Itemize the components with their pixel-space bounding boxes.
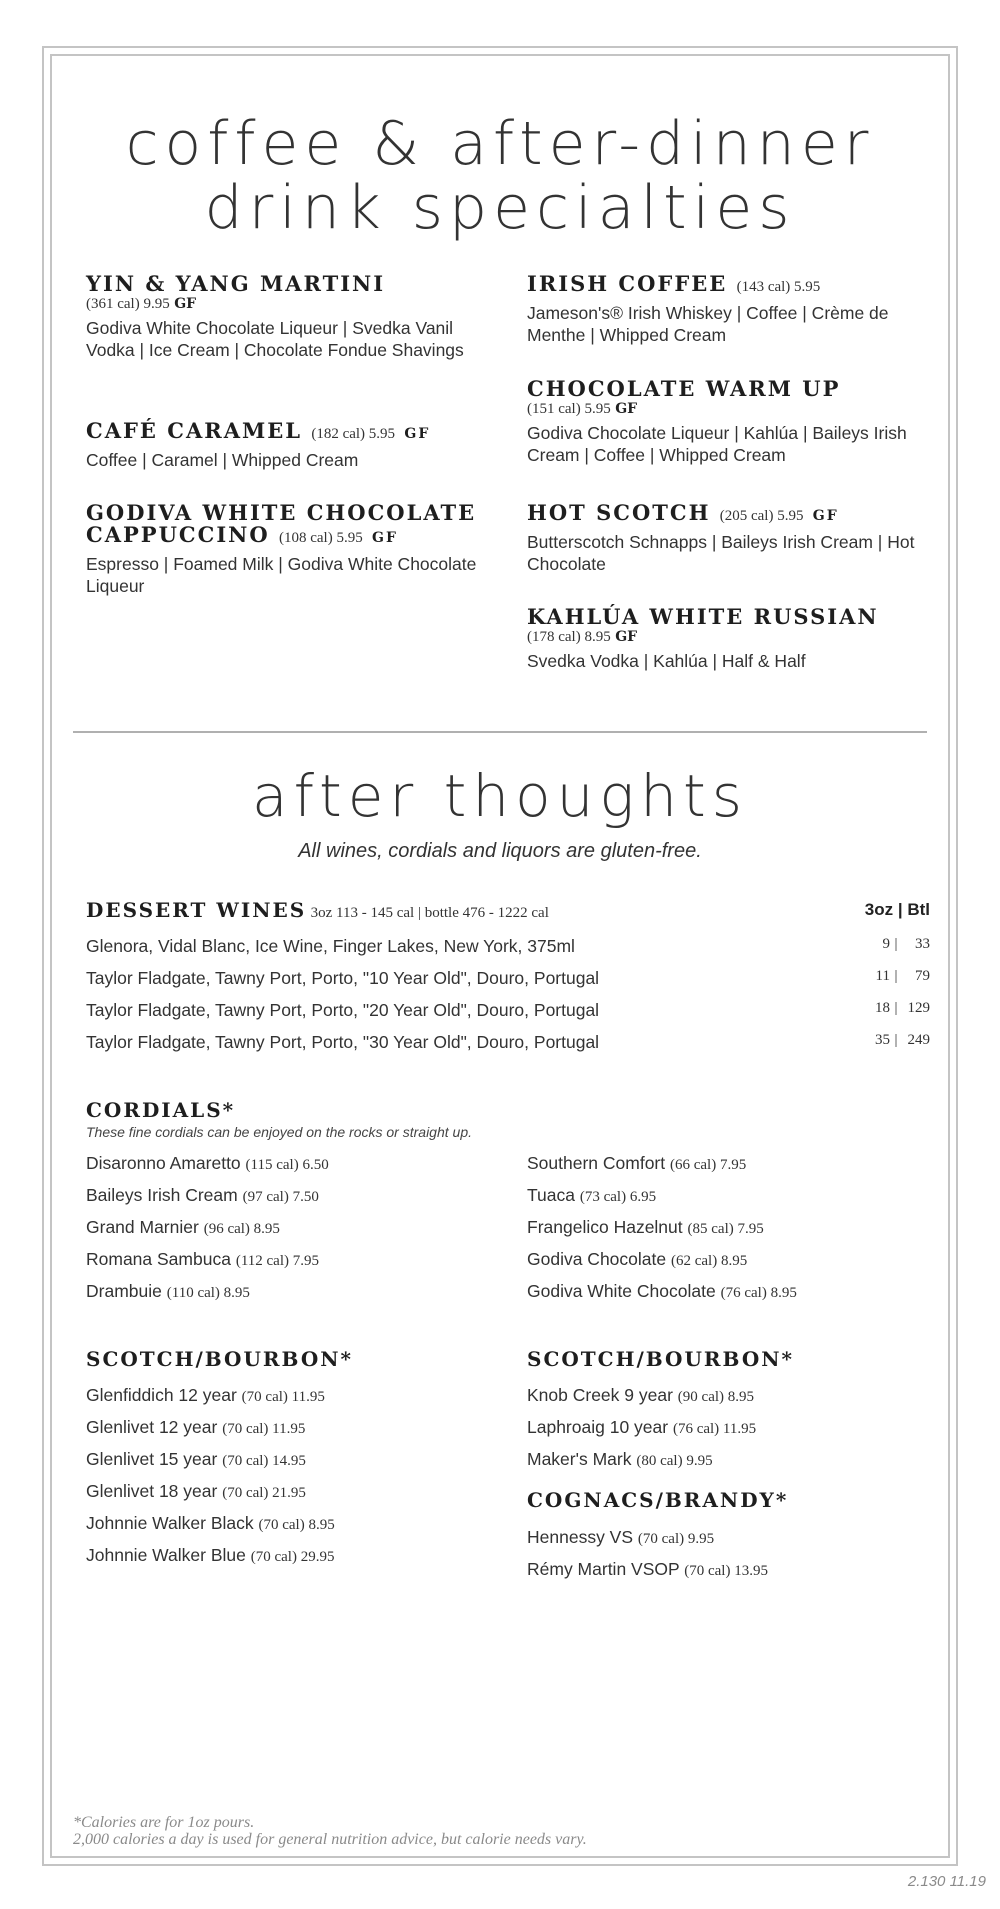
drink-name: KAHLÚA WHITE RUSSIAN xyxy=(527,604,879,629)
menu-code: 2.130 11.19 xyxy=(907,1873,986,1890)
wine-price: 9 | 33 xyxy=(882,936,930,952)
wine-price: 11 | 79 xyxy=(875,968,930,984)
cordial-item: Godiva Chocolate (62 cal) 8.95 xyxy=(527,1249,748,1269)
after-thoughts-title: after thoughts xyxy=(252,762,748,830)
cordial-item: Frangelico Hazelnut (85 cal) 7.95 xyxy=(527,1217,764,1237)
wine-name: Taylor Fladgate, Tawny Port, Porto, "20 Year Old", Douro, Portugal xyxy=(86,1000,600,1020)
wine-price: 35 | 249 xyxy=(875,1032,930,1048)
scotch-item: Maker's Mark (80 cal) 9.95 xyxy=(527,1449,713,1469)
scotch-item: Knob Creek 9 year (90 cal) 8.95 xyxy=(527,1385,755,1405)
drink-meta: (178 cal) 8.95 GF xyxy=(527,629,638,645)
drink-meta: (151 cal) 5.95 GF xyxy=(527,401,638,417)
drink-name-line-2: CAPPUCCINO (108 cal) 5.95 GF xyxy=(86,522,398,547)
scotch-item: Glenfiddich 12 year (70 cal) 11.95 xyxy=(86,1385,325,1405)
drink-name: CHOCOLATE WARM UP xyxy=(527,376,841,401)
drink-description: Butterscotch Schnapps | Baileys Irish Cream | Hot Chocolate xyxy=(527,532,915,574)
drink-chocolate-warm-up xyxy=(527,378,927,466)
drink-hot-scotch xyxy=(527,502,927,575)
drink-description: Jameson's® Irish Whiskey | Coffee | Crème de Menthe | Whipped Cream xyxy=(527,303,889,345)
drink-description: Svedka Vodka | Kahlúa | Half & Half xyxy=(527,651,806,671)
dessert-wines-heading: DESSERT WINES xyxy=(86,898,307,922)
wine-name: Taylor Fladgate, Tawny Port, Porto, "30 Year Old", Douro, Portugal xyxy=(86,1032,600,1052)
drink-irish-coffee xyxy=(527,273,927,346)
cordials-heading: CORDIALS* xyxy=(86,1098,236,1122)
page-title xyxy=(0,109,1000,243)
cordial-item: Grand Marnier (96 cal) 8.95 xyxy=(86,1217,280,1237)
cordial-item: Baileys Irish Cream (97 cal) 7.50 xyxy=(86,1185,319,1205)
drink-yin-yang-martini xyxy=(86,273,486,361)
calorie-footnote-2: 2,000 calories a day is used for general nutrition advice, but calorie needs vary. xyxy=(73,1831,587,1848)
drink-description: Godiva Chocolate Liqueur | Kahlúa | Baileys Irish Cream | Coffee | Whipped Cream xyxy=(527,423,907,465)
gluten-free-note: All wines, cordials and liquors are gluten-free. xyxy=(298,840,702,862)
drink-name: HOT SCOTCH (205 cal) 5.95 GF xyxy=(527,500,839,525)
cordial-item: Drambuie (110 cal) 8.95 xyxy=(86,1281,250,1301)
drink-description: Coffee | Caramel | Whipped Cream xyxy=(86,450,359,470)
scotch-item: Johnnie Walker Black (70 cal) 8.95 xyxy=(86,1513,335,1533)
scotch-bourbon-heading-left: SCOTCH/BOURBON* xyxy=(86,1347,353,1371)
drink-kahlua-white-russian xyxy=(527,606,927,672)
wine-name: Taylor Fladgate, Tawny Port, Porto, "10 Year Old", Douro, Portugal xyxy=(86,968,600,988)
scotch-bourbon-heading-right: SCOTCH/BOURBON* xyxy=(527,1347,794,1371)
cognacs-brandy-heading: COGNACS/BRANDY* xyxy=(527,1488,789,1512)
calorie-footnote-1: *Calories are for 1oz pours. xyxy=(73,1814,255,1831)
title-line-2: drink specialties xyxy=(204,173,796,243)
wine-price: 18 | 129 xyxy=(875,1000,930,1016)
section-divider xyxy=(73,731,927,733)
drink-name: YIN & YANG MARTINI xyxy=(86,271,386,296)
cordial-item: Romana Sambuca (112 cal) 7.95 xyxy=(86,1249,319,1269)
cordial-item: Southern Comfort (66 cal) 7.95 xyxy=(527,1153,747,1173)
cordials-note: These fine cordials can be enjoyed on the rocks or straight up. xyxy=(86,1124,472,1140)
price-columns-header: 3oz | Btl xyxy=(864,900,930,919)
scotch-item: Glenlivet 18 year (70 cal) 21.95 xyxy=(86,1481,306,1501)
cordial-item: Godiva White Chocolate (76 cal) 8.95 xyxy=(527,1281,797,1301)
cordial-item: Disaronno Amaretto (115 cal) 6.50 xyxy=(86,1153,329,1173)
drink-name: IRISH COFFEE (143 cal) 5.95 xyxy=(527,271,821,296)
scotch-item: Glenlivet 15 year (70 cal) 14.95 xyxy=(86,1449,306,1469)
cordial-item: Tuaca (73 cal) 6.95 xyxy=(527,1185,657,1205)
scotch-item: Johnnie Walker Blue (70 cal) 29.95 xyxy=(86,1545,335,1565)
wine-name: Glenora, Vidal Blanc, Ice Wine, Finger Lakes, New York, 375ml xyxy=(86,936,575,956)
drink-description: Espresso | Foamed Milk | Godiva White Chocolate Liqueur xyxy=(86,554,477,596)
drink-godiva-white-chocolate-cappuccino xyxy=(86,502,486,597)
cognac-item: Hennessy VS (70 cal) 9.95 xyxy=(527,1527,715,1547)
title-line-1: coffee & after-dinner xyxy=(125,109,875,179)
drink-description: Godiva White Chocolate Liqueur | Svedka Vanil Vodka | Ice Cream | Chocolate Fondue Shavings xyxy=(86,318,464,360)
drink-cafe-caramel xyxy=(86,420,486,471)
drink-name: CAFÉ CARAMEL (182 cal) 5.95 GF xyxy=(86,418,431,443)
dessert-wines-header xyxy=(86,898,930,922)
scotch-item: Laphroaig 10 year (76 cal) 11.95 xyxy=(527,1417,757,1437)
drink-name: GODIVA WHITE CHOCOLATE xyxy=(86,500,477,525)
cognac-item: Rémy Martin VSOP (70 cal) 13.95 xyxy=(527,1559,768,1579)
scotch-item: Glenlivet 12 year (70 cal) 11.95 xyxy=(86,1417,306,1437)
dessert-wines-meta: 3oz 113 - 145 cal | bottle 476 - 1222 cal xyxy=(310,905,549,921)
drink-meta: (361 cal) 9.95 GF xyxy=(86,296,197,312)
